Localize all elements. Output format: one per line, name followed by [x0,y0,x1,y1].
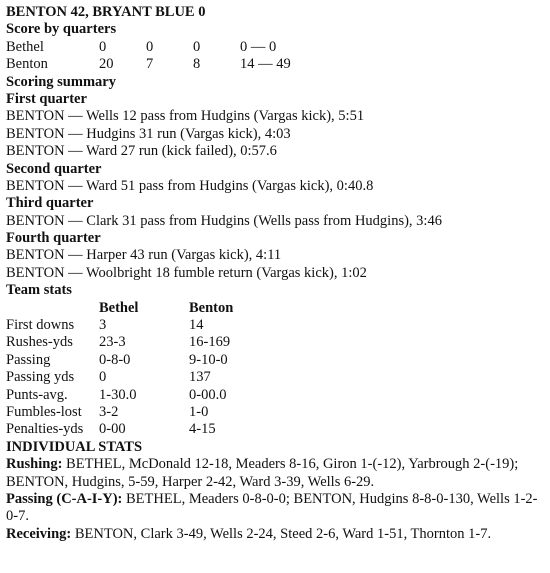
quarter-score-team: Benton [6,56,48,73]
team-stats-label: Passing yds [6,369,75,386]
team-stats-row [6,317,546,334]
team-stats-row [6,369,546,386]
team-stats-benton-value: 16-169 [189,334,231,351]
team-stats-column-bethel: Bethel [99,299,139,316]
quarter-score-q3: 0 [193,38,201,55]
passing-text: BETHEL, Meaders 0-8-0-0; BENTON, Hudgins 8-8-0-130, Wells 1-2-0-7. [6,490,538,525]
team-stats-label: Penalties-yds [6,421,84,438]
quarter-score-q2: 0 [146,38,154,55]
score-by-quarters-heading: Score by quarters [6,21,117,38]
quarter-score-row-benton [6,56,546,73]
team-stats-benton-value: 14 [189,317,204,334]
team-stats-row [6,387,546,404]
scoring-play: BENTON — Ward 27 run (kick failed), 0:57.6 [6,143,277,160]
rushing-stats-paragraph [6,456,546,491]
team-stats-bethel-value: 3 [99,317,107,334]
scoring-play: BENTON — Harper 43 run (Vargas kick), 4:11 [6,247,282,264]
quarter-score-q1: 20 [99,56,114,73]
team-stats-column-benton: Benton [189,299,234,316]
team-stats-bethel-value: 0 [99,369,107,386]
third-quarter-heading: Third quarter [6,195,94,212]
scoring-play: BENTON — Ward 51 pass from Hudgins (Vargas kick), 0:40.8 [6,177,374,194]
team-stats-row [6,404,546,421]
team-stats-benton-value: 9-10-0 [189,351,228,368]
team-stats-bethel-value: 1-30.0 [99,386,137,403]
second-quarter-heading: Second quarter [6,160,102,177]
rushing-label: Rushing: [6,456,63,473]
team-stats-row [6,421,546,438]
team-stats-benton-value: 0-00.0 [189,386,227,403]
team-stats-label: Passing [6,351,51,368]
team-stats-bethel-value: 3-2 [99,403,119,420]
team-stats-label: Rushes-yds [6,334,73,351]
team-stats-bethel-value: 23-3 [99,334,126,351]
team-stats-benton-value: 4-15 [189,421,216,438]
receiving-stats-paragraph [6,526,546,543]
team-stats-heading: Team stats [6,282,72,299]
quarter-score-q2: 7 [146,56,154,73]
passing-stats-paragraph [6,491,546,526]
team-stats-row [6,334,546,351]
fourth-quarter-heading: Fourth quarter [6,230,101,247]
quarter-score-team: Bethel [6,38,44,55]
boxscore-document [6,4,546,543]
game-title: BENTON 42, BRYANT BLUE 0 [6,4,206,20]
quarter-score-q1: 0 [99,38,107,55]
quarter-score-q3: 8 [193,56,201,73]
team-stats-bethel-value: 0-8-0 [99,351,131,368]
scoring-play: BENTON — Hudgins 31 run (Vargas kick), 4:03 [6,125,291,142]
passing-label: Passing (C-A-I-Y): [6,490,123,507]
team-stats-label: Punts-avg. [6,386,68,403]
scoring-play: BENTON — Woolbright 18 fumble return (Vargas kick), 1:02 [6,264,367,281]
team-stats-bethel-value: 0-00 [99,421,126,438]
quarter-score-total: 14 — 49 [240,56,291,73]
team-stats-benton-value: 137 [189,369,211,386]
team-stats-label-column [6,300,99,317]
individual-stats-heading: INDIVIDUAL STATS [6,438,143,455]
team-stats-benton-value: 1-0 [189,403,209,420]
quarter-score-row-bethel [6,39,546,56]
scoring-play: BENTON — Clark 31 pass from Hudgins (Wells pass from Hudgins), 3:46 [6,212,442,229]
team-stats-label: First downs [6,317,75,334]
receiving-text: BENTON, Clark 3-49, Wells 2-24, Steed 2-6, Ward 1-51, Thornton 1-7. [71,525,492,542]
rushing-text: BETHEL, McDonald 12-18, Meaders 8-16, Giron 1-(-12), Yarbrough 2-(-19); BENTON, Hudgins, 5-59, Harper 2-42, Ward 3-39, Wells 6-29. [6,456,519,490]
quarter-score-total: 0 — 0 [240,38,277,55]
team-stats-row [6,352,546,369]
receiving-label: Receiving: [6,525,72,542]
team-stats-label: Fumbles-lost [6,403,82,420]
scoring-summary-heading: Scoring summary [6,73,116,90]
first-quarter-heading: First quarter [6,90,87,107]
team-stats-header-row [6,300,546,317]
scoring-play: BENTON — Wells 12 pass from Hudgins (Vargas kick), 5:51 [6,108,365,125]
